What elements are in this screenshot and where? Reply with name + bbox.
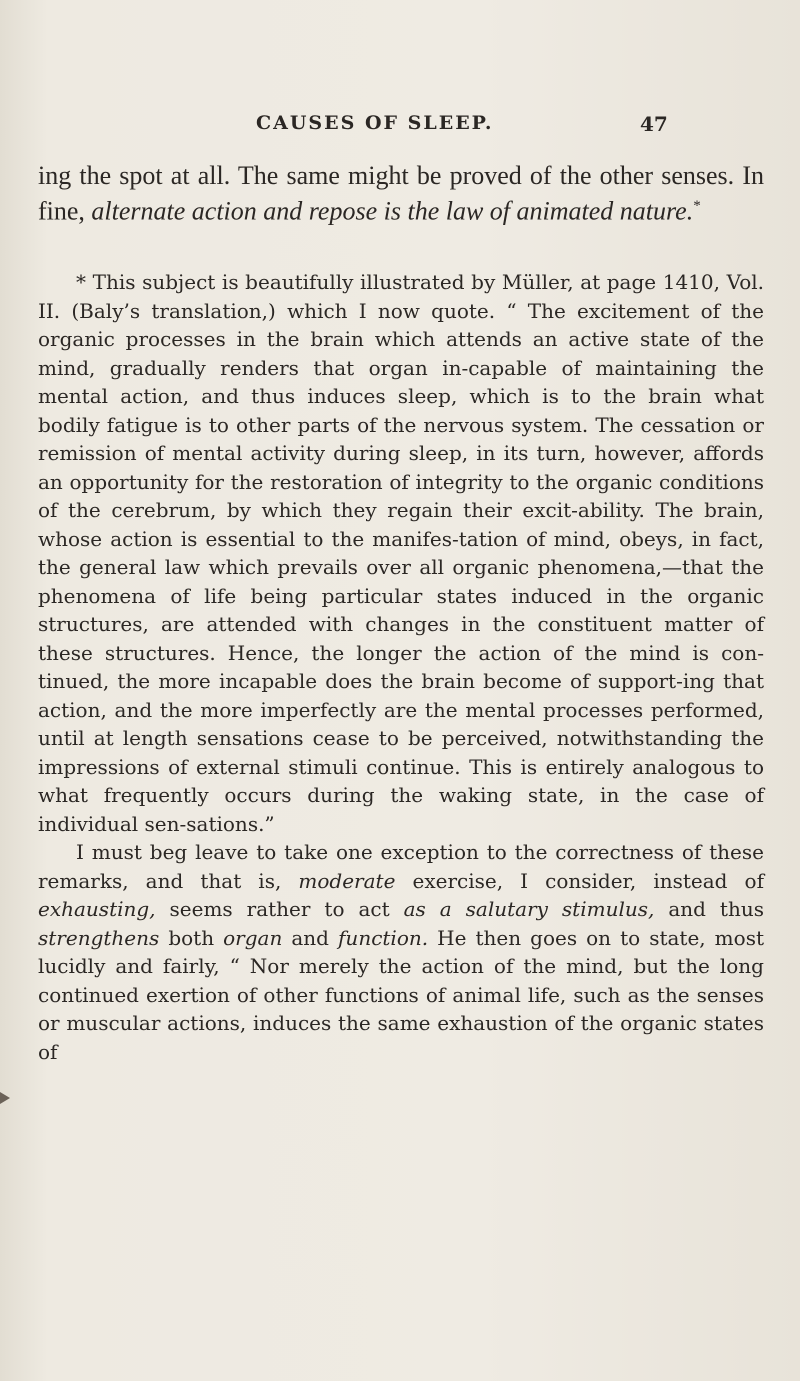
fn-text: exercise, I consider, instead of	[395, 868, 764, 893]
footnote-reference: *	[693, 198, 701, 214]
main-text	[38, 160, 764, 227]
page-number: 47	[640, 112, 668, 136]
fn-text: seems rather to act	[155, 897, 404, 921]
running-head	[0, 112, 800, 142]
footnote-paragraph-2	[38, 838, 764, 1066]
fn-italic: organ	[223, 925, 283, 950]
footnote-paragraph-1: * This subject is beautifully illustrated by Müller, at page 1410, Vol. II. (Baly’s translation,) which I now quote. “ The excitement of the organic processes in the brain which attends an active state of the mind, gradually renders that organ in-capable of maintaining the mental action, and thus induces sleep, which is to the brain what bodily fatigue is to other parts of the nervous system. The cessation or remission of mental activity during sleep, in its turn, however, affords an opportunity for the restoration of integrity to the organic conditions of the cerebrum, by which they regain their excit-ability. The brain, whose action is essential to the manifes-tation of mind, obeys, in fact, the general law which prevails over all organic phenomena,—that the phenomena of life being particular states induced in the organic structures, are attended with changes in the constituent matter of these structures. Hence, the longer the action of the mind is con-tinued, the more incapable does the brain become of support-ing that action, and the more imperfectly are the mental processes performed, until at length sensations cease to be perceived, notwithstanding the impressions of external stimuli continue. This is entirely analogous to what frequently occurs during the waking state, in the case of individual sen-sations.”	[38, 270, 764, 836]
fn-italic: moderate	[298, 868, 396, 893]
main-text-italic: alternate action and repose is the law of animated nature.	[91, 196, 694, 226]
margin-mark-icon	[0, 1092, 10, 1104]
main-paragraph	[38, 160, 764, 227]
fn-italic: strengthens	[38, 925, 160, 950]
main-text-span: ing the spot at all. The same might be proved of the other senses. In fine,	[38, 161, 764, 226]
fn-italic: exhausting,	[38, 897, 156, 921]
fn-italic: as a salutary stimulus,	[403, 897, 655, 921]
fn-text: and thus	[654, 897, 764, 921]
fn-text: and	[282, 925, 339, 950]
fn-italic: function.	[338, 925, 429, 950]
running-title: CAUSES OF SLEEP.	[256, 112, 494, 134]
fn-text: I must beg leave to take one exception to the correctness of these remarks, and that is,	[38, 840, 764, 893]
footnote	[38, 268, 764, 1066]
fn-text: both	[159, 925, 224, 950]
fn-text: He then goes on to state, most lucidly and fairly, “ Nor merely the action of the mind, but the long continued exertion of other functions of animal life, such as the senses or muscular actions, induces the same exhaustion of the organic states of	[38, 925, 764, 1064]
